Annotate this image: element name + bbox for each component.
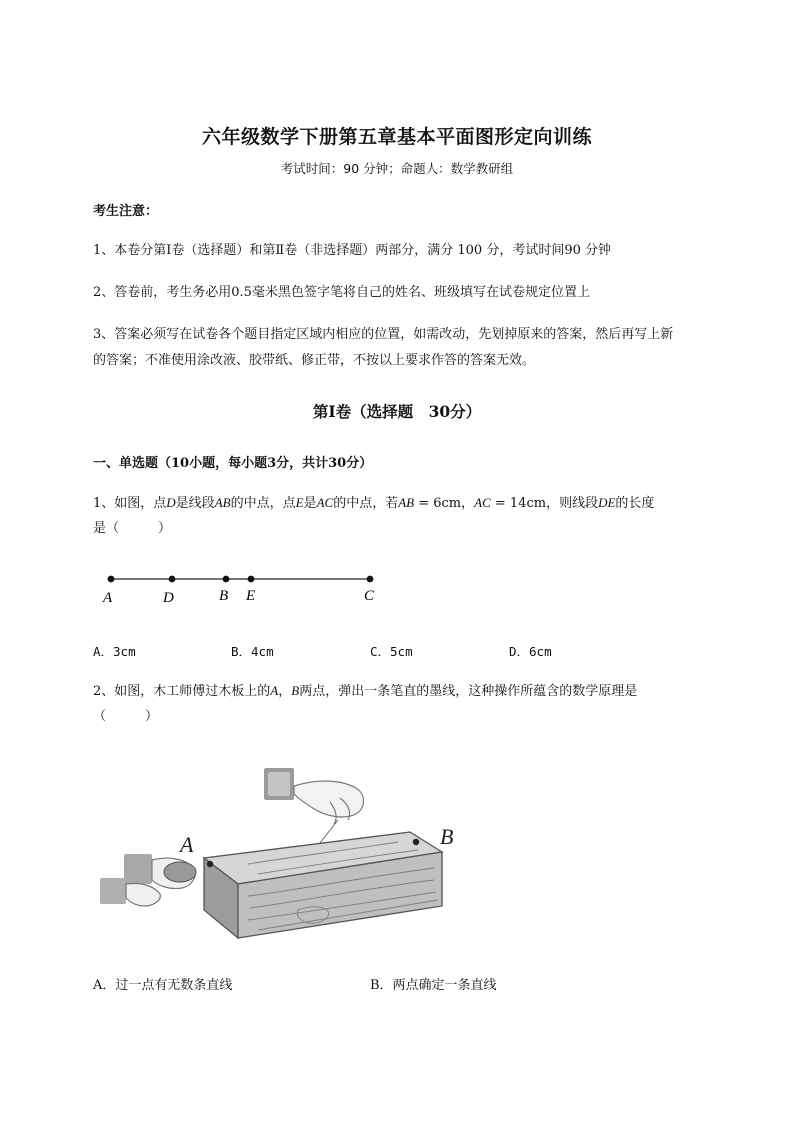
q2-var: B [291,683,300,698]
q1-option-c[interactable]: C．5cm [370,644,413,659]
segment-figure [98,566,388,608]
q1-var: AB [398,495,415,510]
notice-item-3-line-2: 的答案；不准使用涂改液、胶带纸、修正带，不按以上要求作答的答案无效。 [93,353,536,368]
notice-item-2: 2、答卷前，考生务必用0.5毫米黑色签字笔将自己的姓名、班级填写在试卷规定位置上 [93,285,590,300]
notice-item-1: 1、本卷分第Ⅰ卷（选择题）和第Ⅱ卷（非选择题）两部分，满分 100 分，考试时间90 分钟 [93,243,611,258]
q1-var: D [166,495,176,510]
board-point-b [413,839,419,845]
upper-hand-illustration [264,768,364,824]
q1-text: 1、如图，点 [93,496,167,511]
label-d: D [163,590,174,606]
point-b [223,576,230,583]
q1-var: AB [214,495,231,510]
part-heading: 一、单选题（10小题，每小题3分，共计30分） [93,456,373,471]
q1-text: 的中点，若 [333,496,399,511]
q1-text: 的中点，点 [230,496,296,511]
board-label-b: B [440,824,454,849]
label-e: E [246,588,256,604]
q1-var: AC [474,495,491,510]
q1-option-d[interactable]: D．6cm [509,644,552,659]
question-1-stem [93,490,713,516]
q1-option-b[interactable]: B．4cm [231,644,274,659]
point-c [367,576,374,583]
point-a [108,576,115,583]
left-hand-illustration [100,854,196,906]
question-2-stem-line-2: （ ） [93,709,159,724]
page-title: 六年级数学下册第五章基本平面图形定向训练 [201,126,592,148]
label-c: C [364,588,375,604]
question-2-stem [93,678,713,704]
q1-text: = 6cm， [414,496,475,511]
q1-text: 是 [303,496,317,511]
q1-text: 是线段 [175,496,215,511]
q2-var: A [270,683,279,698]
q2-text: 2、如图，木工师傅过木板上的 [93,684,271,699]
q2-text: 两点，弹出一条笔直的墨线，这种操作所蕴含的数学原理是 [299,684,638,699]
question-1-stem-line-2: 是（ ） [93,521,172,536]
point-d [169,576,176,583]
section-title: 第Ⅰ卷（选择题 30分） [312,402,482,421]
q1-option-a[interactable]: A．3cm [93,644,136,659]
point-e [248,576,255,583]
q1-var: AC [316,495,334,510]
q1-var: E [295,495,304,510]
notice-heading: 考生注意： [93,204,159,219]
notice-item-3-line-1: 3、答案必须写在试卷各个题目指定区域内相应的位置，如需改动，先划掉原来的答案，然后再写上新 [93,327,674,342]
exam-subtitle: 考试时间：90 分钟；命题人：数学教研组 [280,161,514,176]
q2-option-b[interactable]: B．两点确定一条直线 [370,978,497,993]
carpenter-figure [98,760,468,945]
q2-text: ， [278,684,292,699]
q1-var: DE [598,495,616,510]
q1-text: 的长度 [615,496,655,511]
label-b: B [219,588,229,604]
label-a: A [103,590,113,606]
board-point-a [207,861,213,867]
q1-text: = 14cm，则线段 [490,496,599,511]
q2-option-a[interactable]: A．过一点有无数条直线 [93,978,233,993]
board-label-a: A [180,832,194,857]
